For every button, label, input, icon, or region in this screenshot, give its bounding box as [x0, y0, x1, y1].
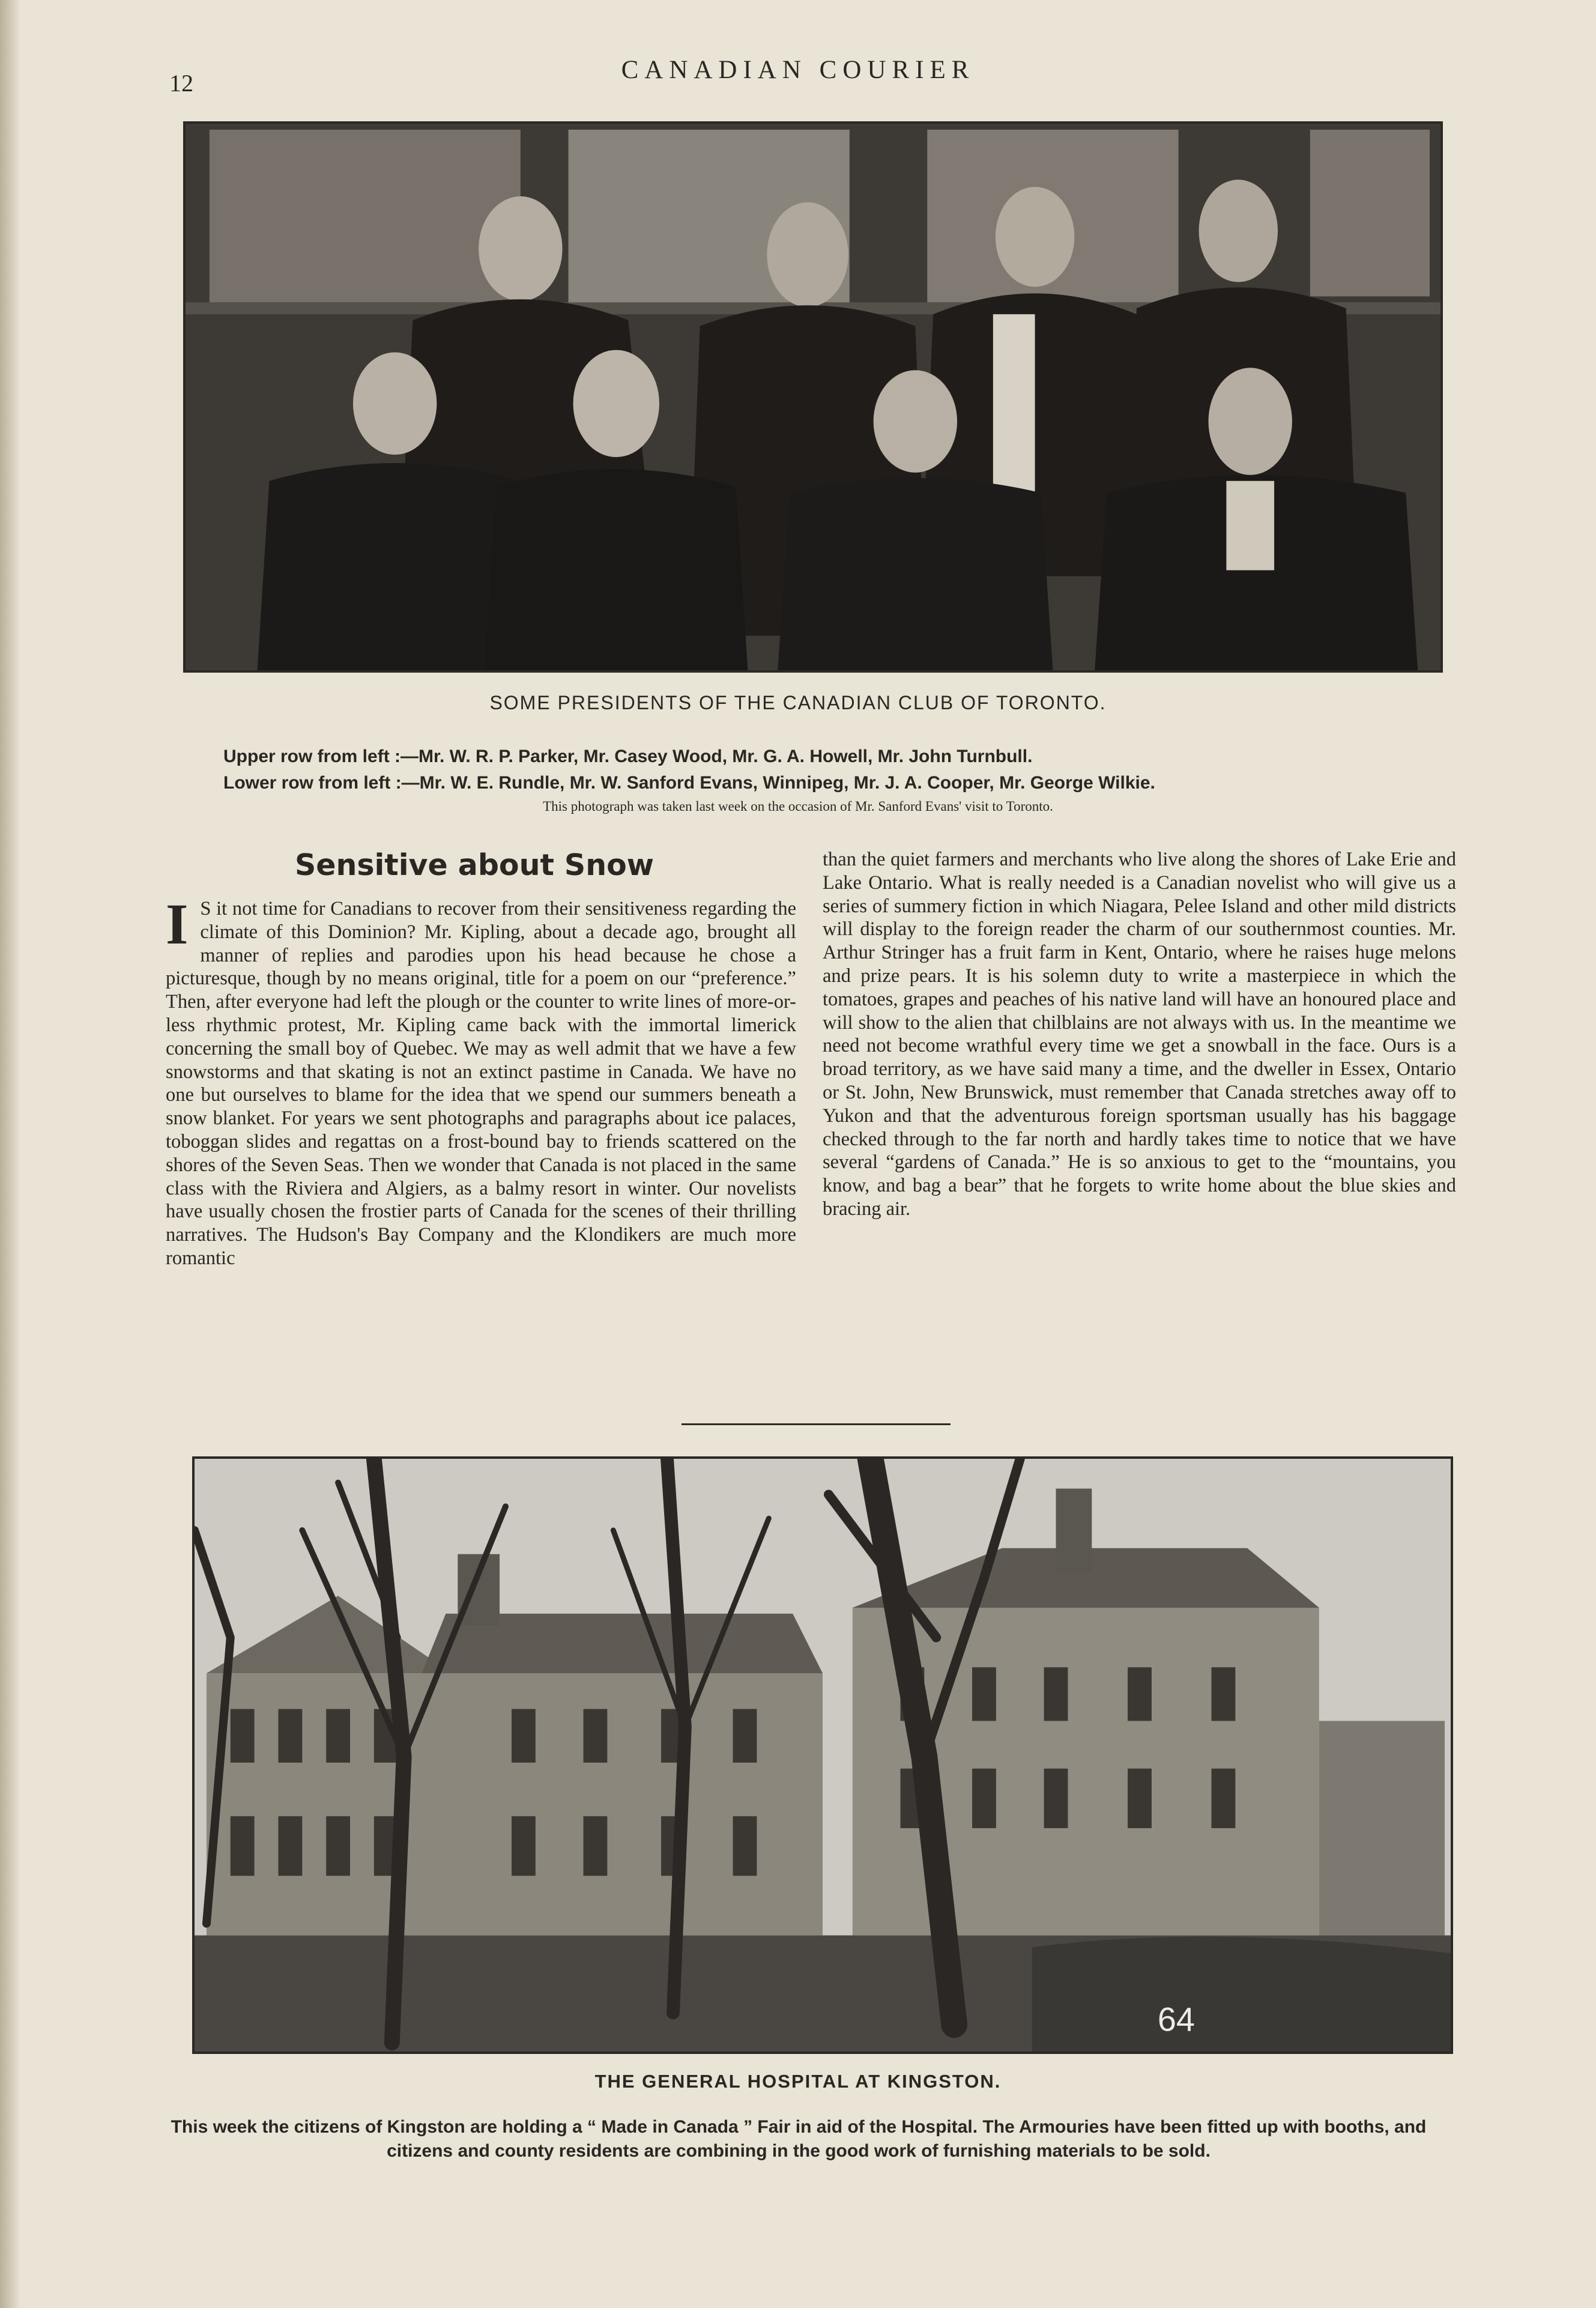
article-column-2 [823, 848, 1456, 1407]
section-rule [682, 1423, 951, 1425]
column-2-text: than the quiet farmers and merchants who live along the shores of Lake Erie and Lake Ontario. What is really needed is a Canadian novelist who will give us a series of summery fiction in which Niagara, Pelee Island and other mild districts will display to the foreign reader the charm of our southernmost counties. Mr. Arthur Stringer has a fruit farm in Kent, Ontario, where he raises huge melons and prize pears. It is his solemn duty to write a masterpiece in which the tomatoes, grapes and peaches of his native land will have an honoured place and will show to the alien that chilblains are not always with us. In the meantime we need not become wrathful every time we get a snowball in the face. Ours is a broad territory, as we have said many a time, and the dweller in Essex, Ontario or St. John, New Brunswick, must remember that Canada stretches away off to Yukon and that the adventurous foreign sportsman usually has his baggage checked through to the far north and hardly takes time to notice that we have several “gardens of Canada.” He is so anxious to get to the “mountains, you know, and bag a bear” that he forgets to write home about the blue skies and bracing air. [823, 849, 1456, 1220]
hospital-caption-text: This week the citizens of Kingston are holding a “ Made in Canada ” Fair in aid of the Hospital. The Armouries have been fitted up with booths, and citizens and county residents are combining in the good work of furnishing materials to be sold. [171, 2117, 1427, 2161]
article-column-1 [166, 897, 796, 1408]
dropcap: I [166, 897, 189, 956]
upper-row-names: Upper row from left :—Mr. W. R. P. Parker, Mr. Casey Wood, Mr. G. A. Howell, Mr. John Turnbull. [223, 747, 1033, 766]
hospital-building-icon [195, 1459, 1451, 2052]
running-head: CANADIAN COURIER [621, 56, 975, 84]
photo-number: 64 [1157, 2001, 1195, 2038]
article-headline: Sensitive about Snow [294, 848, 654, 882]
column-1-text: S it not time for Canadians to recover from their sensitiveness regarding the climate of this Dominion? Mr. Kipling, about a decade ago, brought all manner of replies and parodies upon his head because he chose a picturesque, though by no means original, title for a poem on our “preference.” Then, after everyone had left the plough or the counter to write lines of more-or-less rhythmic protest, Mr. Kipling came back with the immortal limerick concerning the small boy of Quebec. We may as well admit that we have a few snowstorms and that skating is not an extinct pastime in Canada. We have no one but ourselves to blame for the idea that we spend our summers beneath a snow blanket. For years we sent photographs and paragraphs about ice palaces, toboggan slides and regattas on a frost-bound bay to friends scattered on the shores of the Seven Seas. Then we wonder that Canada is not placed in the same class with the Riviera and Algiers, as a balmy resort in winter. Our novelists have usually chosen the frostier parts of Canada for the scenes of their thrilling narratives. The Hudson's Bay Company and the Klondikers are much more romantic [166, 898, 796, 1269]
group-photo [183, 121, 1443, 673]
hospital-caption-title: THE GENERAL HOSPITAL AT KINGSTON. [594, 2071, 1002, 2092]
group-photo-icon [186, 124, 1440, 670]
hospital-photo [192, 1456, 1453, 2054]
top-photo-caption-title: SOME PRESIDENTS OF THE CANADIAN CLUB OF TORONTO. [489, 692, 1107, 713]
lower-row-names: Lower row from left :—Mr. W. E. Rundle, Mr. W. Sanford Evans, Winnipeg, Mr. J. A. Cooper, Mr. George Wilkie. [223, 773, 1155, 793]
page-number: 12 [169, 70, 193, 97]
top-photo-note: This photograph was taken last week on the occasion of Mr. Sanford Evans' visit to Toronto. [543, 799, 1053, 814]
page-edge [0, 0, 19, 2308]
